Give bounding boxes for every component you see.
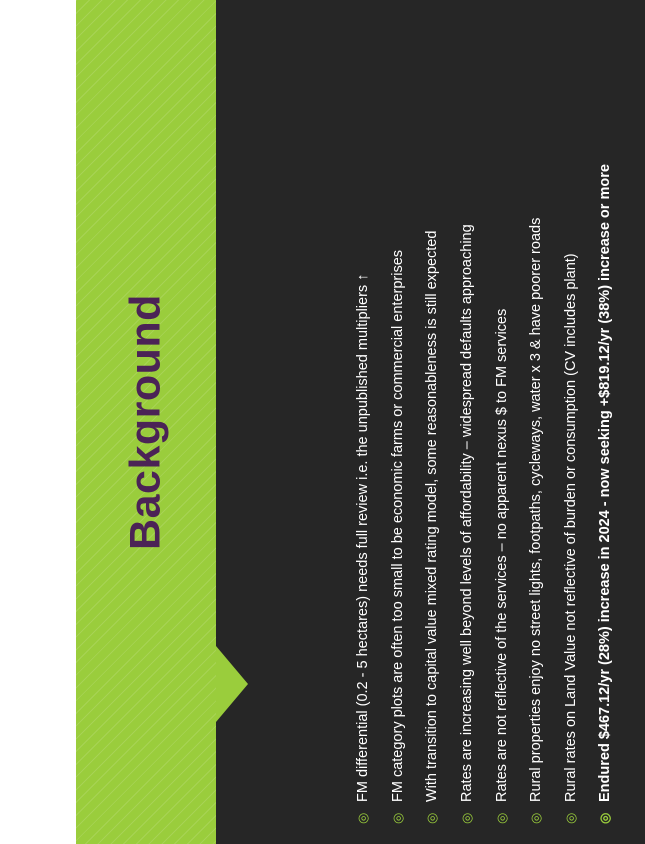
list-item [423,18,441,826]
list-item [388,18,406,826]
list-item-text: FM category plots are often too small to be economic farms or commercial enterprises [389,249,406,802]
bullet-marker-icon: ◎ [527,812,543,824]
bullet-marker-icon: ◎ [562,812,578,824]
list-item-text: Endured $467.12/yr (28%) increase in 2024 - now seeking +$819.12/yr (38%) increase or more [596,164,613,802]
bullet-marker-icon: ◎ [423,812,439,824]
list-item [354,18,372,826]
list-item-text: Rates are increasing well beyond levels of affordability – widespread defaults approaching [458,224,475,802]
bullet-list [354,18,631,826]
list-item [596,18,614,826]
list-item-text: With transition to capital value mixed rating model, some reasonableness is still expected [423,230,440,802]
bullet-marker-icon: ◎ [354,812,370,824]
page-title: Background [121,294,170,550]
bullet-list-container [216,0,645,844]
bullet-marker-icon: ◎ [389,812,405,824]
list-item-text: FM differential (0.2 - 5 hectares) needs full review i.e. the unpublished multipliers ↑ [354,273,371,802]
bullet-marker-icon: ◎ [596,812,612,824]
list-item [527,18,545,826]
list-item [457,18,475,826]
list-item-text: Rates are not reflective of the services – no apparent nexus $ to FM services [493,308,509,802]
left-margin [0,0,76,844]
title-container [76,0,216,844]
bullet-marker-icon: ◎ [458,812,474,824]
list-item [492,18,510,826]
list-item-text: Rural rates on Land Value not reflective of burden or consumption (CV includes plant) [562,253,579,802]
list-item-text: Rural properties enjoy no street lights, footpaths, cycleways, water x 3 & have poorer roads [527,217,544,802]
bullet-marker-icon: ◎ [493,812,508,824]
list-item [561,18,579,826]
